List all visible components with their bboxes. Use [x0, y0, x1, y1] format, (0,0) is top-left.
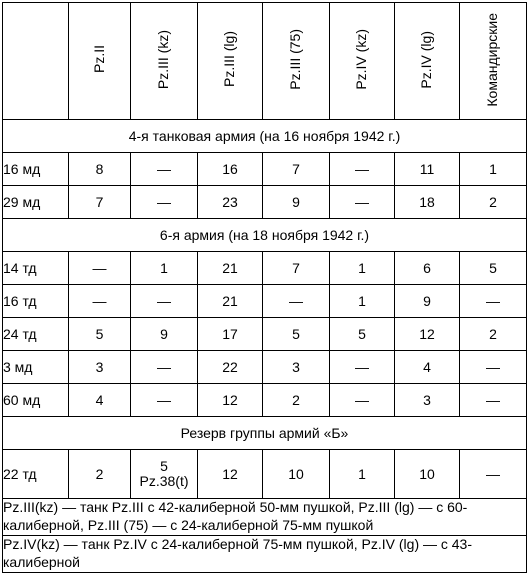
column-header	[263, 3, 330, 120]
section-title: 6-я армия (на 18 ноября 1942 г.)	[3, 219, 527, 252]
table-row	[3, 186, 527, 219]
table-cell: —	[69, 285, 131, 318]
table-cell: 5	[69, 318, 131, 351]
column-header-label: Командирские	[484, 12, 501, 107]
table-cell: 5	[460, 252, 527, 285]
table-cell: 23	[198, 186, 263, 219]
table-cell: 10	[395, 450, 460, 499]
table-row	[3, 252, 527, 285]
table-cell: 7	[263, 252, 330, 285]
table-cell: —	[330, 351, 395, 384]
table-cell: 1	[131, 252, 198, 285]
table-cell: —	[69, 252, 131, 285]
table-cell: 21	[198, 285, 263, 318]
table-row	[3, 153, 527, 186]
header-row	[3, 3, 527, 120]
table-cell: 1	[460, 153, 527, 186]
table-cell: 9	[131, 318, 198, 351]
table-cell: 2	[460, 318, 527, 351]
table-cell	[131, 450, 198, 499]
table-cell: —	[460, 450, 527, 499]
table-cell: 11	[395, 153, 460, 186]
section-row	[3, 417, 527, 450]
table-cell: 1	[330, 450, 395, 499]
unit-name: 16 мд	[3, 153, 69, 186]
unit-name: 22 тд	[3, 450, 69, 499]
table-row	[3, 351, 527, 384]
header-corner-cell	[3, 3, 69, 120]
table-cell: —	[131, 285, 198, 318]
table-cell: —	[330, 384, 395, 417]
table-cell: 2	[69, 450, 131, 499]
table-cell: 18	[395, 186, 460, 219]
table-cell: 3	[69, 351, 131, 384]
table-cell: 7	[263, 153, 330, 186]
unit-name: 14 тд	[3, 252, 69, 285]
table-cell: 16	[198, 153, 263, 186]
table-cell: —	[263, 285, 330, 318]
section-row	[3, 120, 527, 153]
table-cell: 12	[198, 450, 263, 499]
table-cell: —	[330, 153, 395, 186]
column-header	[131, 3, 198, 120]
table-cell: —	[131, 186, 198, 219]
table-cell: —	[131, 351, 198, 384]
column-header-label: Pz.II	[90, 45, 107, 74]
column-header-label: Pz.IV (lg)	[418, 30, 435, 89]
table-cell: —	[460, 351, 527, 384]
table-cell: 1	[330, 285, 395, 318]
table-cell: 5	[330, 318, 395, 351]
table-cell: 5	[263, 318, 330, 351]
note-row	[3, 499, 527, 536]
table-cell: 8	[69, 153, 131, 186]
table-cell: 3	[263, 351, 330, 384]
table-cell: 4	[395, 351, 460, 384]
cell-extra-note: Pz.38(t)	[139, 473, 189, 489]
table-row	[3, 450, 527, 499]
table-cell: 12	[395, 318, 460, 351]
table-cell: 9	[395, 285, 460, 318]
table-cell: 10	[263, 450, 330, 499]
column-header	[330, 3, 395, 120]
table-row	[3, 384, 527, 417]
column-header	[395, 3, 460, 120]
table-cell: 4	[69, 384, 131, 417]
table-cell: 12	[198, 384, 263, 417]
table-cell: 21	[198, 252, 263, 285]
column-header-label: Pz.IV (kz)	[353, 29, 370, 90]
table-row	[3, 285, 527, 318]
table-cell: 3	[395, 384, 460, 417]
table-cell: —	[330, 186, 395, 219]
column-header	[198, 3, 263, 120]
unit-name: 29 мд	[3, 186, 69, 219]
section-title: 4-я танковая армия (на 16 ноября 1942 г.)	[3, 120, 527, 153]
column-header-label: Pz.III (lg)	[221, 31, 238, 88]
footnote: Pz.III(kz) — танк Pz.III с 42-калиберной 50-мм пушкой, Pz.III (lg) — с 60-калиберной, Pz.III (75) — с 24-калиберной 75-мм пушкой	[3, 499, 527, 536]
footnote: Pz.IV(kz) — танк Pz.IV с 24-калиберной 75-мм пушкой, Pz.IV (lg) — с 43-калиберной	[3, 535, 527, 572]
column-header	[69, 3, 131, 120]
cell-value: 5	[160, 457, 168, 474]
unit-name: 3 мд	[3, 351, 69, 384]
tank-strength-table	[2, 2, 527, 573]
unit-name: 60 мд	[3, 384, 69, 417]
table-cell: 6	[395, 252, 460, 285]
table-cell: 7	[69, 186, 131, 219]
table-cell: 2	[263, 384, 330, 417]
table-cell: 2	[460, 186, 527, 219]
column-header-label: Pz.III (kz)	[155, 29, 172, 90]
unit-name: 16 тд	[3, 285, 69, 318]
section-title: Резерв группы армий «Б»	[3, 417, 527, 450]
table-cell: 22	[198, 351, 263, 384]
column-header-label: Pz.III (75)	[287, 29, 304, 90]
section-row	[3, 219, 527, 252]
table-row	[3, 318, 527, 351]
table-cell: 17	[198, 318, 263, 351]
table-cell: —	[460, 384, 527, 417]
table-cell: —	[131, 384, 198, 417]
table-cell: 1	[330, 252, 395, 285]
table-cell: —	[131, 153, 198, 186]
unit-name: 24 тд	[3, 318, 69, 351]
table-cell: 9	[263, 186, 330, 219]
table-cell: —	[460, 285, 527, 318]
column-header	[460, 3, 527, 120]
